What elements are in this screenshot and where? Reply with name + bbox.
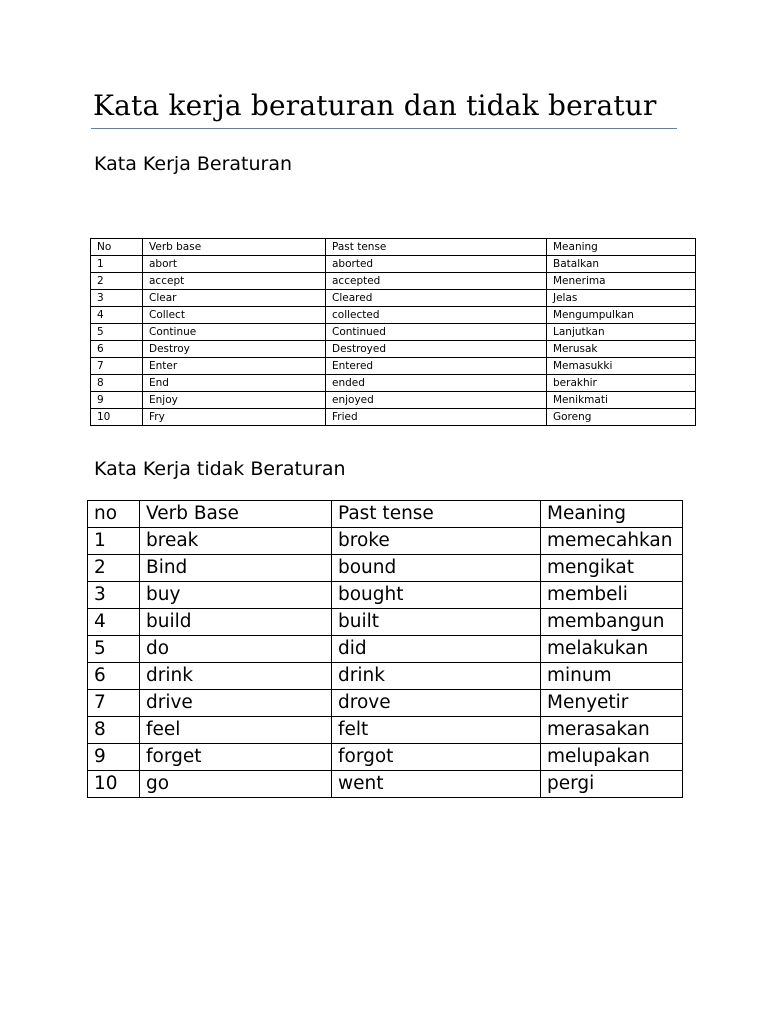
table-row — [88, 690, 683, 717]
table-row — [88, 663, 683, 690]
cell-past-tense: aborted — [326, 256, 547, 273]
table-row — [91, 392, 696, 409]
cell-meaning: mengikat — [541, 555, 683, 582]
cell-meaning: Batalkan — [547, 256, 696, 273]
table-row — [88, 744, 683, 771]
cell-meaning: Merusak — [547, 341, 696, 358]
cell-past-tense: ended — [326, 375, 547, 392]
cell-meaning: melupakan — [541, 744, 683, 771]
cell-verb-base: buy — [140, 582, 332, 609]
cell-no: 4 — [88, 609, 140, 636]
cell-verb-base: Collect — [143, 307, 326, 324]
cell-meaning: Mengumpulkan — [547, 307, 696, 324]
table-row — [91, 341, 696, 358]
table-row — [91, 273, 696, 290]
title-underline — [91, 128, 677, 129]
cell-verb-base: abort — [143, 256, 326, 273]
cell-no: 9 — [88, 744, 140, 771]
table-row — [91, 307, 696, 324]
cell-meaning: Menikmati — [547, 392, 696, 409]
cell-meaning: merasakan — [541, 717, 683, 744]
cell-meaning: minum — [541, 663, 683, 690]
table-row — [88, 528, 683, 555]
cell-past-tense: enjoyed — [326, 392, 547, 409]
header-cell-verb-base: Verb base — [143, 239, 326, 256]
header-cell-no: No — [91, 239, 143, 256]
cell-meaning: Memasukki — [547, 358, 696, 375]
irregular-verbs-heading: Kata Kerja tidak Beraturan — [94, 458, 346, 480]
table-row — [91, 409, 696, 426]
cell-past-tense: forgot — [332, 744, 541, 771]
table-row — [88, 636, 683, 663]
irregular-verbs-table — [87, 500, 683, 798]
cell-past-tense: Continued — [326, 324, 547, 341]
cell-no: 7 — [91, 358, 143, 375]
cell-verb-base: accept — [143, 273, 326, 290]
cell-meaning: memecahkan — [541, 528, 683, 555]
table-row — [91, 358, 696, 375]
cell-past-tense: Cleared — [326, 290, 547, 307]
cell-no: 8 — [88, 717, 140, 744]
cell-no: 1 — [88, 528, 140, 555]
cell-verb-base: Bind — [140, 555, 332, 582]
cell-verb-base: drive — [140, 690, 332, 717]
table-row — [91, 290, 696, 307]
header-cell-meaning: Meaning — [547, 239, 696, 256]
cell-past-tense: built — [332, 609, 541, 636]
header-cell-verb-base: Verb Base — [140, 501, 332, 528]
cell-past-tense: Destroyed — [326, 341, 547, 358]
cell-past-tense: drove — [332, 690, 541, 717]
cell-meaning: membeli — [541, 582, 683, 609]
header-cell-meaning: Meaning — [541, 501, 683, 528]
cell-no: 2 — [88, 555, 140, 582]
cell-no: 5 — [88, 636, 140, 663]
cell-no: 1 — [91, 256, 143, 273]
cell-past-tense: broke — [332, 528, 541, 555]
table-row — [88, 609, 683, 636]
cell-past-tense: accepted — [326, 273, 547, 290]
cell-verb-base: End — [143, 375, 326, 392]
table-row — [88, 771, 683, 798]
cell-past-tense: bound — [332, 555, 541, 582]
cell-no: 10 — [91, 409, 143, 426]
table-row — [91, 324, 696, 341]
cell-verb-base: Destroy — [143, 341, 326, 358]
table-row — [88, 582, 683, 609]
cell-meaning: melakukan — [541, 636, 683, 663]
cell-no: 6 — [88, 663, 140, 690]
cell-past-tense: Fried — [326, 409, 547, 426]
table-header-row — [91, 239, 696, 256]
cell-meaning: Menyetir — [541, 690, 683, 717]
cell-verb-base: build — [140, 609, 332, 636]
cell-verb-base: feel — [140, 717, 332, 744]
cell-past-tense: Entered — [326, 358, 547, 375]
cell-verb-base: Enter — [143, 358, 326, 375]
cell-verb-base: Enjoy — [143, 392, 326, 409]
cell-verb-base: Clear — [143, 290, 326, 307]
cell-verb-base: go — [140, 771, 332, 798]
cell-meaning: Goreng — [547, 409, 696, 426]
cell-verb-base: forget — [140, 744, 332, 771]
cell-meaning: Jelas — [547, 290, 696, 307]
cell-meaning: membangun — [541, 609, 683, 636]
regular-verbs-heading: Kata Kerja Beraturan — [94, 153, 293, 175]
cell-verb-base: Continue — [143, 324, 326, 341]
cell-no: 4 — [91, 307, 143, 324]
cell-past-tense: bought — [332, 582, 541, 609]
cell-meaning: berakhir — [547, 375, 696, 392]
cell-meaning: Menerima — [547, 273, 696, 290]
table-row — [91, 375, 696, 392]
cell-past-tense: collected — [326, 307, 547, 324]
cell-past-tense: went — [332, 771, 541, 798]
table-header-row — [88, 501, 683, 528]
cell-no: 10 — [88, 771, 140, 798]
header-cell-no: no — [88, 501, 140, 528]
cell-no: 6 — [91, 341, 143, 358]
cell-verb-base: break — [140, 528, 332, 555]
cell-verb-base: do — [140, 636, 332, 663]
cell-no: 3 — [88, 582, 140, 609]
header-cell-past-tense: Past tense — [326, 239, 547, 256]
cell-verb-base: Fry — [143, 409, 326, 426]
cell-no: 5 — [91, 324, 143, 341]
regular-verbs-body — [91, 239, 696, 426]
header-cell-past-tense: Past tense — [332, 501, 541, 528]
regular-verbs-table — [90, 238, 696, 426]
cell-no: 3 — [91, 290, 143, 307]
table-row — [88, 717, 683, 744]
table-row — [91, 256, 696, 273]
cell-past-tense: did — [332, 636, 541, 663]
cell-verb-base: drink — [140, 663, 332, 690]
cell-no: 8 — [91, 375, 143, 392]
cell-meaning: pergi — [541, 771, 683, 798]
cell-no: 2 — [91, 273, 143, 290]
cell-meaning: Lanjutkan — [547, 324, 696, 341]
document-title: Kata kerja beraturan dan tidak beratur — [93, 89, 657, 122]
cell-past-tense: felt — [332, 717, 541, 744]
table-row — [88, 555, 683, 582]
irregular-verbs-body — [88, 501, 683, 798]
cell-past-tense: drink — [332, 663, 541, 690]
cell-no: 7 — [88, 690, 140, 717]
cell-no: 9 — [91, 392, 143, 409]
